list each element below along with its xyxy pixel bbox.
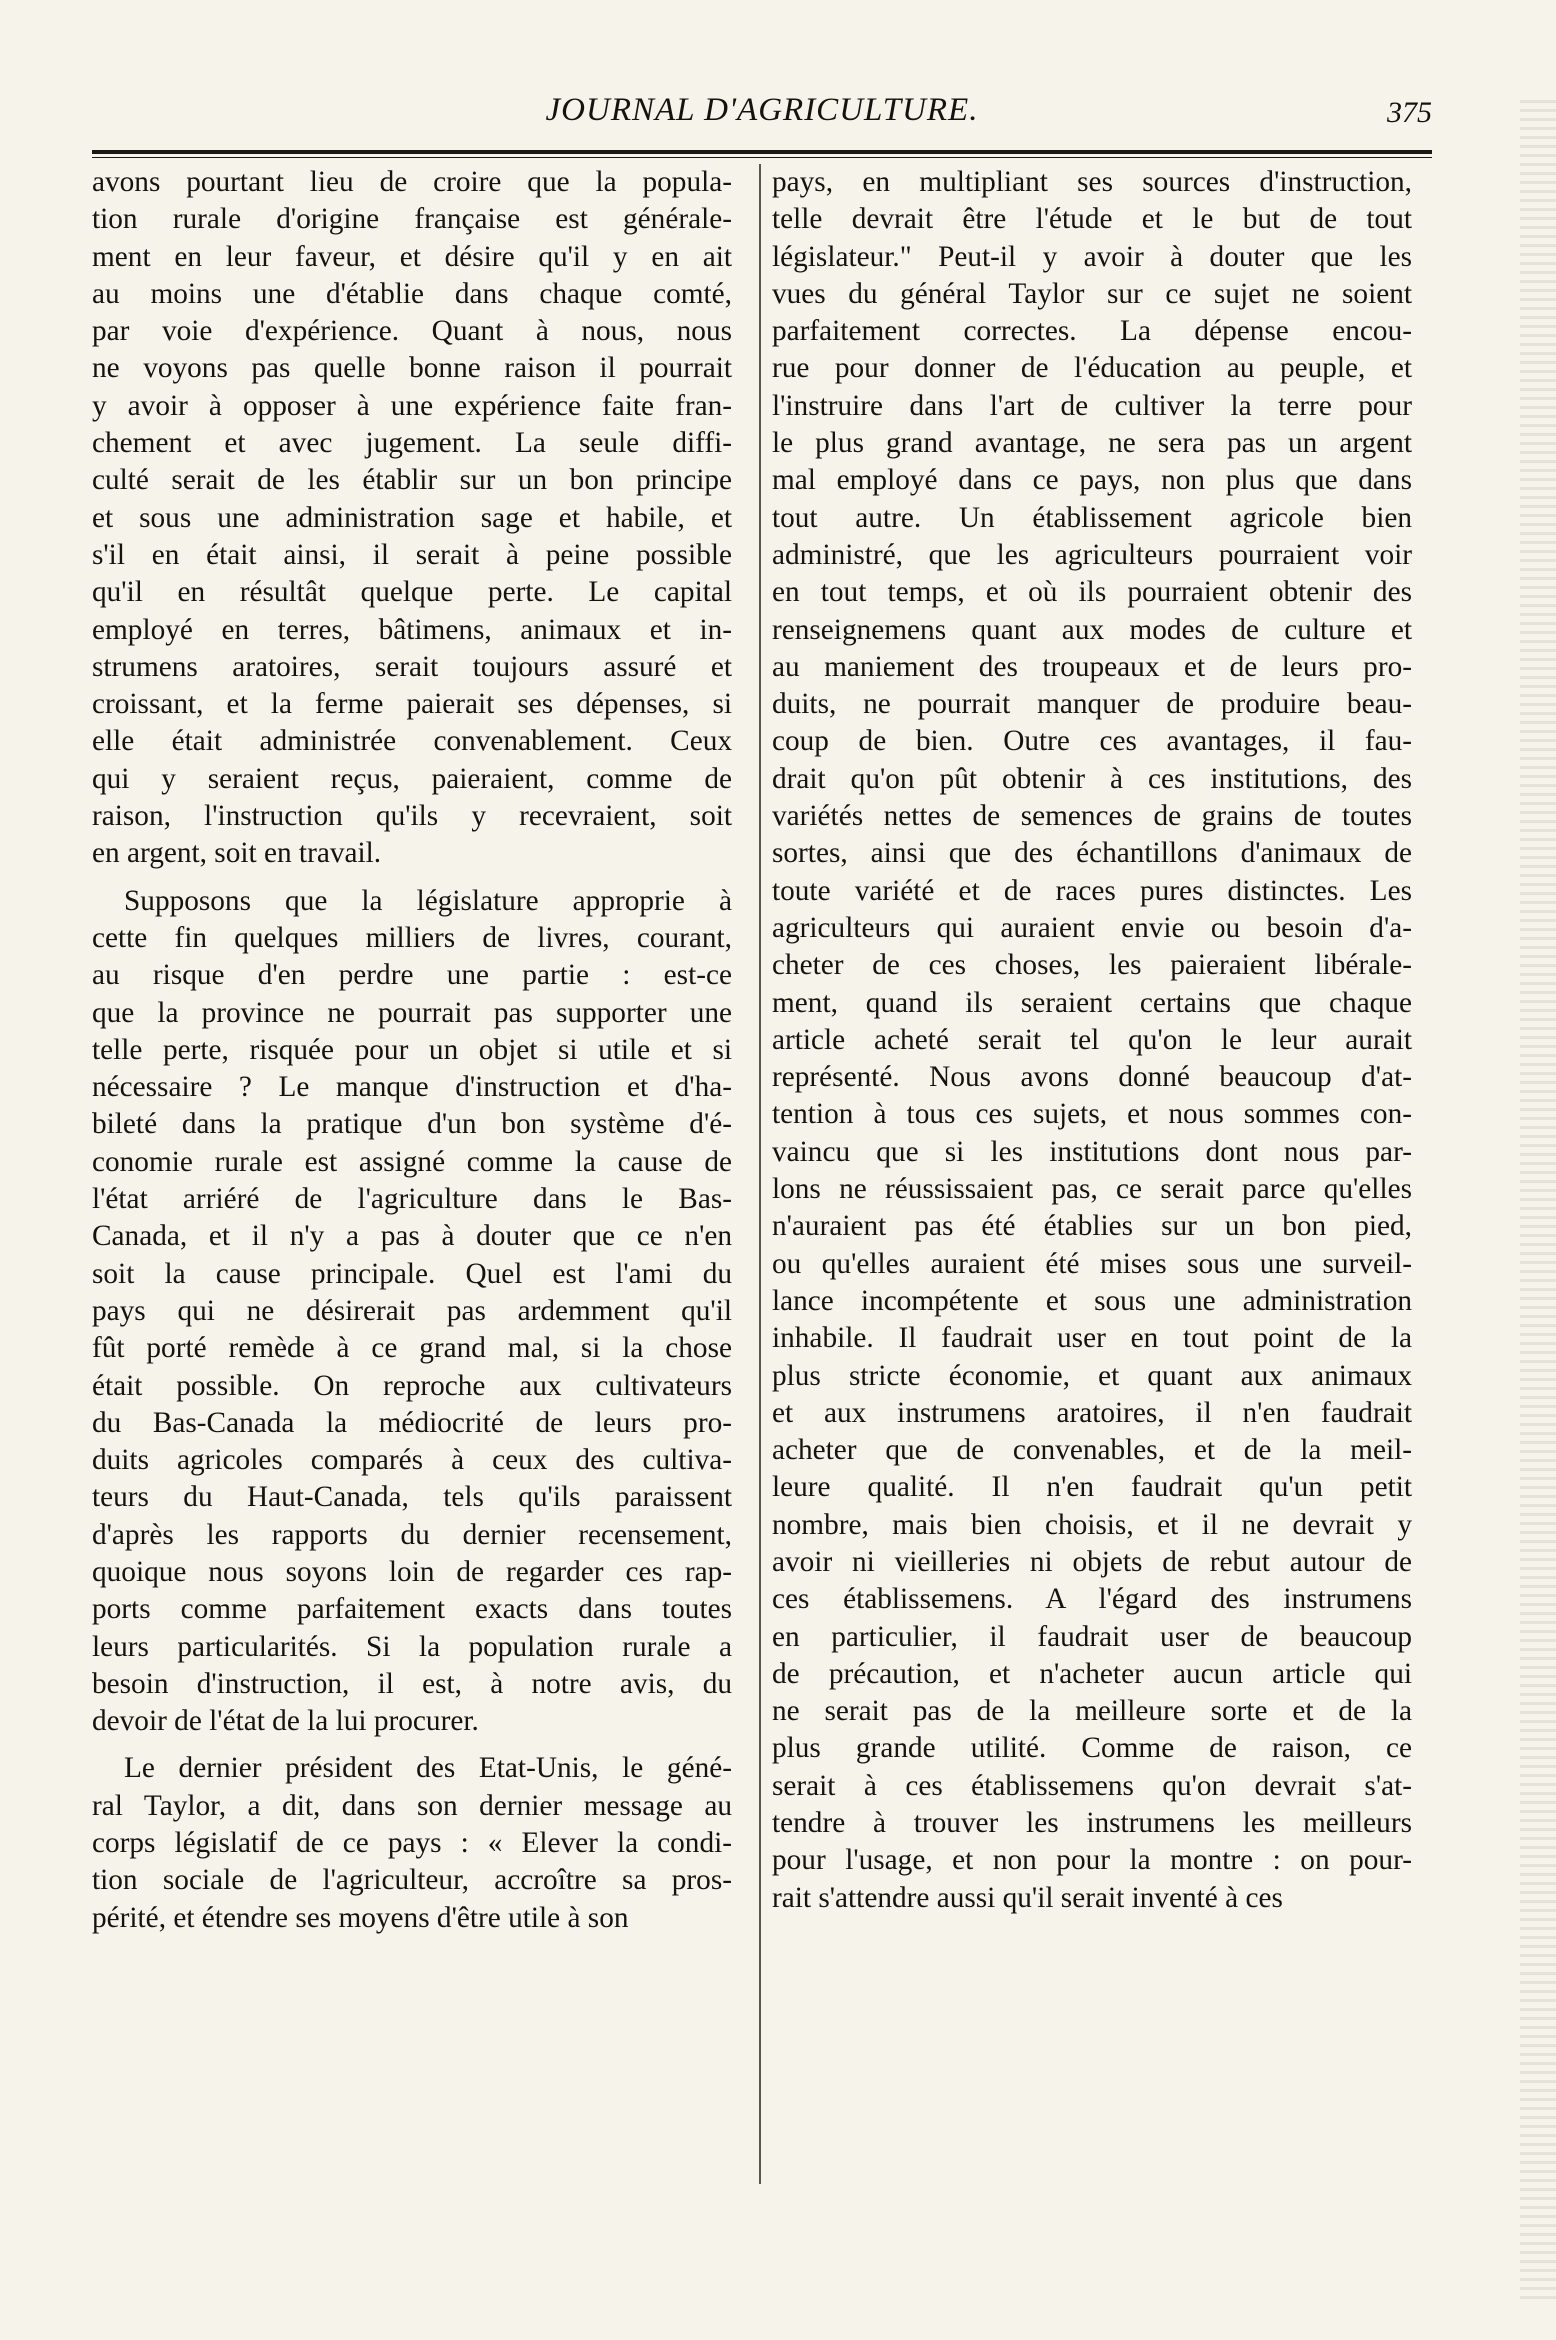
text-line: de précaution, et n'acheter aucun article qui — [772, 1657, 1412, 1690]
text-line: plus stricte économie, et quant aux animaux — [772, 1359, 1412, 1392]
text-line: rait s'attendre aussi qu'il serait inventé à ces — [772, 1881, 1283, 1914]
paragraph-gap — [92, 873, 732, 883]
text-line: sortes, ainsi que des échantillons d'animaux de — [772, 837, 1412, 870]
text-line: ral Taylor, a dit, dans son dernier message au — [92, 1789, 732, 1822]
text-line: tout autre. Un établissement agricole bien — [772, 501, 1412, 534]
text-line: Supposons que la législature approprie à — [124, 884, 732, 917]
text-line: lons ne réussissaient pas, ce serait parce qu'elles — [772, 1173, 1412, 1206]
text-line: ment, quand ils seraient certains que chaque — [772, 986, 1412, 1019]
text-line: croissant, et la ferme paierait ses dépenses, si — [92, 688, 732, 721]
column-divider — [759, 164, 761, 2184]
text-line: et aux instrumens aratoires, il n'en faudrait — [772, 1396, 1412, 1429]
text-line: ou qu'elles auraient été mises sous une surveil- — [772, 1247, 1412, 1280]
left-column — [92, 164, 732, 1937]
text-line: ports comme parfaitement exacts dans toutes — [92, 1593, 732, 1626]
text-line: parfaitement correctes. La dépense encou- — [772, 315, 1412, 348]
page-header — [92, 92, 1432, 148]
text-line: en particulier, il faudrait user de beaucoup — [772, 1620, 1412, 1653]
header-rule — [92, 150, 1432, 158]
text-line: ment en leur faveur, et désire qu'il y en ait — [92, 240, 732, 273]
text-line: variétés nettes de semences de grains de toutes — [772, 800, 1412, 833]
text-line: soit la cause principale. Quel est l'ami du — [92, 1257, 732, 1290]
text-line: ces établissemens. A l'égard des instrumens — [772, 1583, 1412, 1616]
text-line: Canada, et il n'y a pas à douter que ce n'en — [92, 1220, 732, 1253]
text-line: avoir ni vieilleries ni objets de rebut autour de — [772, 1545, 1412, 1578]
page-number: 375 — [1387, 96, 1432, 129]
text-line: au maniement des troupeaux et de leurs pro- — [772, 650, 1412, 683]
text-line: tendre à trouver les instrumens les meilleurs — [772, 1807, 1412, 1840]
text-line: raison, l'instruction qu'ils y recevraient, soit — [92, 800, 732, 833]
text-line: cette fin quelques milliers de livres, courant, — [92, 921, 732, 954]
text-line: conomie rurale est assigné comme la cause de — [92, 1145, 732, 1178]
text-line: périté, et étendre ses moyens d'être utile à son — [92, 1901, 629, 1934]
text-line: au risque d'en perdre une partie : est-ce — [92, 959, 732, 992]
right-column — [772, 164, 1412, 1917]
text-line: leurs particularités. Si la population rurale a — [92, 1630, 732, 1663]
text-line: serait à ces établissemens qu'on devrait s'at- — [772, 1769, 1412, 1802]
text-line: leure qualité. Il n'en faudrait qu'un petit — [772, 1471, 1412, 1504]
text-line: Le dernier président des Etat-Unis, le géné- — [124, 1752, 732, 1785]
text-line: au moins une d'établie dans chaque comté, — [92, 277, 732, 310]
text-line: acheter que de convenables, et de la meil- — [772, 1434, 1412, 1467]
paragraph — [92, 883, 732, 1741]
text-line: en tout temps, et où ils pourraient obtenir des — [772, 576, 1412, 609]
text-line: plus grande utilité. Comme de raison, ce — [772, 1732, 1412, 1765]
text-line: ne voyons pas quelle bonne raison il pourrait — [92, 352, 732, 385]
text-line: tention à tous ces sujets, et nous sommes con- — [772, 1098, 1412, 1131]
text-line: telle devrait être l'étude et le but de tout — [772, 203, 1412, 236]
text-line: fût porté remède à ce grand mal, si la chose — [92, 1332, 732, 1365]
text-line: administré, que les agriculteurs pourraient voir — [772, 538, 1412, 571]
text-line: strumens aratoires, serait toujours assuré et — [92, 650, 732, 683]
text-line: le plus grand avantage, ne sera pas un argent — [772, 427, 1412, 460]
text-line: l'instruire dans l'art de cultiver la terre pour — [772, 389, 1412, 422]
text-line: toute variété et de races pures distinctes. Les — [772, 874, 1412, 907]
text-line: qui y seraient reçus, paieraient, comme de — [92, 762, 732, 795]
text-line: que la province ne pourrait pas supporter une — [92, 996, 732, 1029]
text-line: d'après les rapports du dernier recensement, — [92, 1518, 732, 1551]
text-line: devoir de l'état de la lui procurer. — [92, 1705, 479, 1738]
text-line: pour l'usage, et non pour la montre : on pour- — [772, 1844, 1412, 1877]
text-line: représenté. Nous avons donné beaucoup d'at- — [772, 1061, 1412, 1094]
text-line: lance incompétente et sous une administration — [772, 1284, 1412, 1317]
text-line: qu'il en résultât quelque perte. Le capital — [92, 576, 732, 609]
text-line: tion rurale d'origine française est générale- — [92, 203, 732, 236]
text-line: agriculteurs qui auraient envie ou besoin d'a- — [772, 911, 1412, 944]
text-line: par voie d'expérience. Quant à nous, nous — [92, 315, 732, 348]
text-line: vaincu que si les institutions dont nous par- — [772, 1135, 1412, 1168]
text-line: besoin d'instruction, il est, à notre avis, du — [92, 1667, 732, 1700]
paragraph-gap — [92, 1740, 732, 1750]
text-line: coup de bien. Outre ces avantages, il fau- — [772, 725, 1412, 758]
text-line: et sous une administration sage et habile, et — [92, 501, 732, 534]
text-line: employé en terres, bâtimens, animaux et in- — [92, 613, 732, 646]
text-line: mal employé dans ce pays, non plus que dans — [772, 464, 1412, 497]
text-line: quoique nous soyons loin de regarder ces rap- — [92, 1555, 732, 1588]
text-line: duits agricoles comparés à ceux des cultiva- — [92, 1444, 732, 1477]
text-line: article acheté serait tel qu'on le leur aurait — [772, 1023, 1412, 1056]
page-edge-scan-noise — [1520, 100, 1556, 2300]
text-line: pays qui ne désirerait pas ardemment qu'il — [92, 1294, 732, 1327]
text-line: du Bas-Canada la médiocrité de leurs pro- — [92, 1406, 732, 1439]
text-line: législateur." Peut-il y avoir à douter que les — [772, 240, 1412, 273]
text-line: corps législatif de ce pays : « Elever la condi- — [92, 1827, 732, 1860]
text-line: l'état arriéré de l'agriculture dans le Bas- — [92, 1183, 732, 1216]
text-line: ne serait pas de la meilleure sorte et de la — [772, 1695, 1412, 1728]
text-line: tion sociale de l'agriculteur, accroître sa pros- — [92, 1864, 732, 1897]
paragraph — [772, 164, 1412, 1917]
text-line: nécessaire ? Le manque d'instruction et d'ha- — [92, 1071, 732, 1104]
text-line: en argent, soit en travail. — [92, 837, 382, 870]
text-line: bileté dans la pratique d'un bon système d'é- — [92, 1108, 732, 1141]
text-line: elle était administrée convenablement. Ceux — [92, 725, 732, 758]
text-line: duits, ne pourrait manquer de produire beau- — [772, 688, 1412, 721]
text-line: renseignemens quant aux modes de culture et — [772, 613, 1412, 646]
text-line: s'il en était ainsi, il serait à peine possible — [92, 538, 732, 571]
paragraph — [92, 164, 732, 873]
text-line: vues du général Taylor sur ce sujet ne soient — [772, 277, 1412, 310]
text-line: rue pour donner de l'éducation au peuple, et — [772, 352, 1412, 385]
text-line: chement et avec jugement. La seule diffi- — [92, 427, 732, 460]
text-line: inhabile. Il faudrait user en tout point de la — [772, 1322, 1412, 1355]
text-line: n'auraient pas été établies sur un bon pied, — [772, 1210, 1412, 1243]
paragraph — [92, 1750, 732, 1936]
text-line: cheter de ces choses, les paieraient libérale- — [772, 949, 1412, 982]
text-line: culté serait de les établir sur un bon principe — [92, 464, 732, 497]
text-line: nombre, mais bien choisis, et il ne devrait y — [772, 1508, 1412, 1541]
text-line: y avoir à opposer à une expérience faite fran- — [92, 389, 732, 422]
text-line: pays, en multipliant ses sources d'instruction, — [772, 166, 1412, 198]
text-line: teurs du Haut-Canada, tels qu'ils paraissent — [92, 1481, 732, 1514]
text-line: drait qu'on pût obtenir à ces institutions, des — [772, 762, 1412, 795]
running-title: JOURNAL D'AGRICULTURE. — [545, 92, 979, 128]
text-line: telle perte, risquée pour un objet si utile et si — [92, 1033, 732, 1066]
text-line: était possible. On reproche aux cultivateurs — [92, 1369, 732, 1402]
text-line: avons pourtant lieu de croire que la popula- — [92, 166, 732, 198]
